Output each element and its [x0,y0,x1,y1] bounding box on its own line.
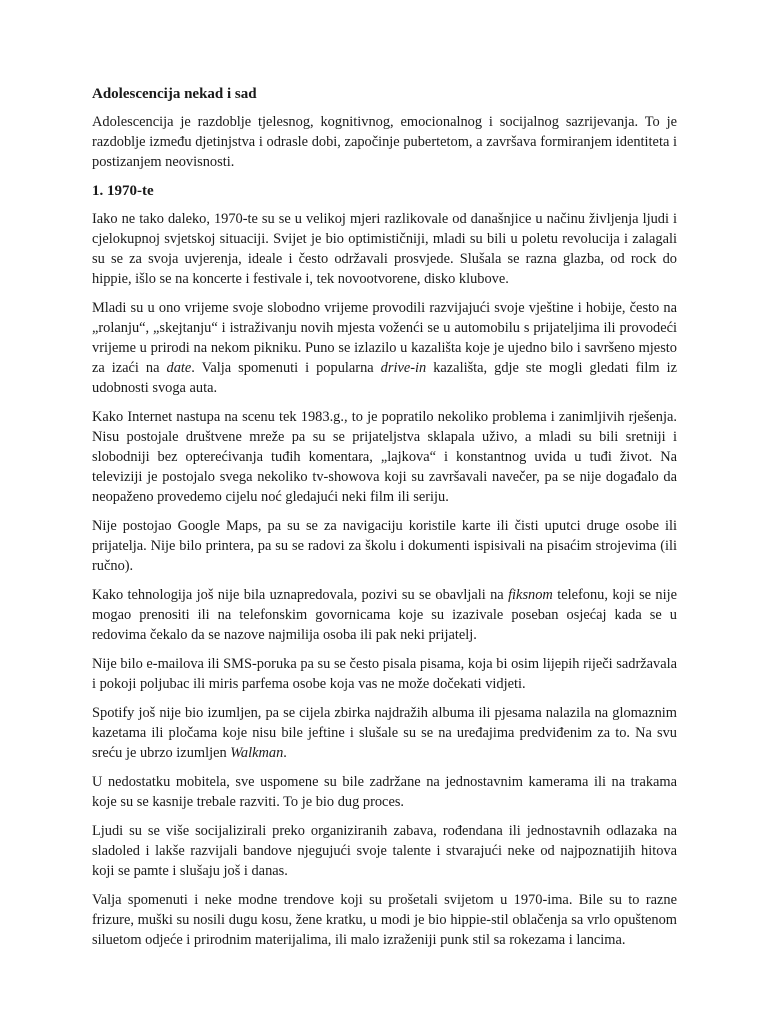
paragraph-8: U nedostatku mobitela, sve uspomene su bile zadržane na jednostavnim kamerama ili na trakama koje su se kasnije trebale razviti. To je bio dug proces. [92,774,677,810]
intro-paragraph: Adolescencija je razdoblje tjelesnog, kognitivnog, emocionalnog i socijalnog sazrijevanja. To je razdoblje između djetinjstva i odrasle dobi, započinje pubertetom, a završava formiranjem identiteta i postizanjem neovisnosti. [92,114,677,170]
section-heading: 1. 1970-te [92,183,154,199]
paragraph-3: Kako Internet nastupa na scenu tek 1983.g., to je popratilo nekoliko problema i zanimljivih rješenja. Nisu postojale društvene mreže pa su se prijateljstva sklapala uživo, a mladi su bili sretniji i slobodniji bez opterećivanja tuđih komentara, „lajkova“ i konstantnog uvida u tuđi život. Na televiziji je postojalo svega nekoliko tv-showova koji su završavali navečer, pa se nije događalo da neopaženo provedemo cijelu noć gledajući neki film ili seriju. [92,409,677,505]
paragraph-10: Valja spomenuti i neke modne trendove koji su prošetali svijetom u 1970-ima. Bile su to razne frizure, muški su nosili dugu kosu, žene kratku, u modi je bio hippie-stil oblačenja sa vrlo opuštenom siluetom odjeće i prirodnim materijalima, ili malo izraženiji punk stil sa rokezama i lancima. [92,892,677,948]
paragraph-2-text-1: Mladi su u ono vrijeme svoje slobodno vrijeme provodili razvijajući svoje vještine i hobije, često na „rolanju“, „skejtanju“ i istraživanju novih mjesta voženći se u automobilu s prijateljima ili provodeći vrijeme u prirodi na nekom pikniku. Puno se izlazilo u kazališta koje je ujedno bilo i savršeno mjesto za izaći na [92,300,677,376]
paragraph-7-text-1: Spotify još nije bio izumljen, pa se cijela zbirka najdražih albuma ili pjesama nalazila na glomaznim kazetama ili pločama koje nisu bile jeftine i slušale su se na uređajima predviđenim za to. Na svu sreću je ubrzo izumljen [92,705,677,761]
paragraph-2-text-2: . Valja spomenuti i popularna [191,360,381,376]
document-title: Adolescencija nekad i sad [92,86,257,102]
paragraph-5-text-2: telefonu, koji se nije mogao prenositi ili na telefonskim govornicama koje su izazivale poseban osjećaj kada se u redovima čekalo da se nazove najmilija osoba ili pak neki prijatelj. [92,587,678,643]
paragraph-7 [92,703,677,763]
paragraph-2 [92,298,677,398]
paragraph-1: Iako ne tako daleko, 1970-te su se u velikoj mjeri razlikovale od današnjice u načinu življenja ljudi i cjelokupnoj svjetskoj situaciji. Svijet je bio optimističniji, mladi su bili u poletu revolucija i zalagali su se za svoja uvjerenja, ideale i često održavali prosvjede. Slušala se razna glazba, od rock do hippie, išlo se na koncerte i festivale i, tek novootvorene, disko klubove. [92,211,677,287]
paragraph-9: Ljudi su se više socijalizirali preko organiziranih zabava, rođendana ili jednostavnih odlazaka na sladoled i lakše razvijali bandove njegujući svoje talente i stvarajući neke od najpoznatijih hitova koji se pamte i slušaju još i danas. [92,823,677,879]
paragraph-4: Nije postojao Google Maps, pa su se za navigaciju koristile karte ili čisti uputci druge osobe ili prijatelja. Nije bilo printera, pa su se radovi za školu i dokumenti ispisivali na pisaćim strojevima (ili ručno). [92,518,677,574]
paragraph-5-italic-fiksnom: fiksnom [508,587,553,603]
paragraph-2-text-3: kazališta, gdje ste mogli gledati film iz udobnosti svoga auta. [92,360,677,396]
paragraph-7-italic-walkman: Walkman [230,745,284,761]
paragraph-5 [92,585,677,645]
paragraph-6: Nije bilo e-mailova ili SMS-poruka pa su se često pisala pisama, koja bi osim lijepih riječi sadržavala i pokoji poljubac ili miris parfema osobe koja vas ne može dočekati vidjeti. [92,656,677,692]
paragraph-2-italic-date: date [166,360,192,376]
paragraph-2-italic-drive-in: drive-in [380,360,427,376]
paragraph-7-text-2: . [283,745,287,761]
paragraph-5-text-1: Kako tehnologija još nije bila uznapredovala, pozivi su se obavljali na [92,587,509,603]
